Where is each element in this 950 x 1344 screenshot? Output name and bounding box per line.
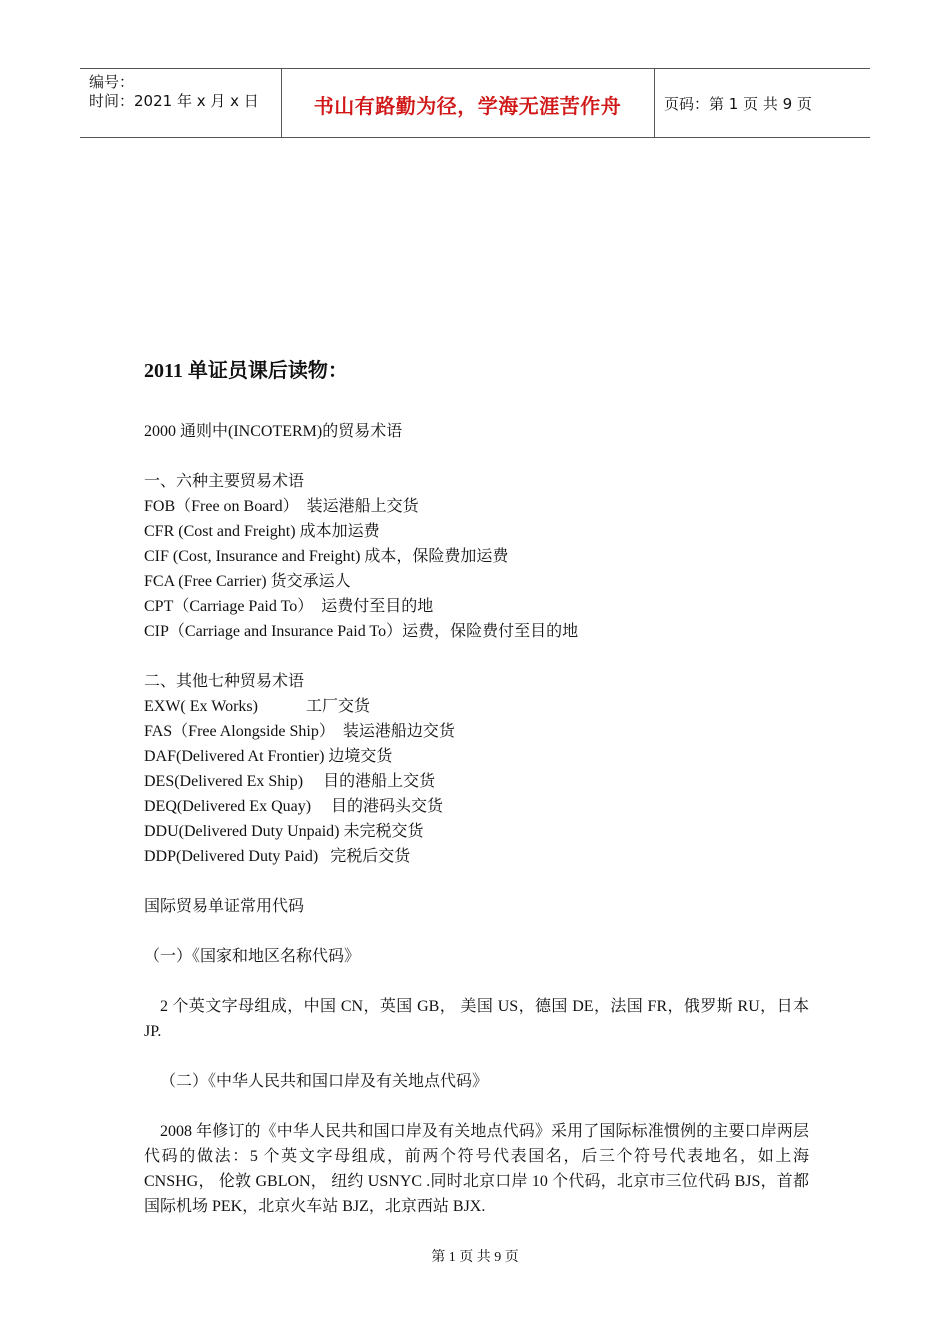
incoterms-subtitle: 2000 通则中(INCOTERM)的贸易术语: [144, 423, 403, 440]
port-codes-heading: （二）《中华人民共和国口岸及有关地点代码》: [160, 1073, 489, 1090]
doc-time-label: 时间：2021 年 x 月 x 日: [89, 92, 259, 110]
header-motto-cell: [281, 69, 655, 137]
term-cif: CIF (Cost, Insurance and Freight) 成本，保险费加运费: [144, 548, 509, 565]
term-deq: DEQ(Delivered Ex Quay) 目的港码头交货: [144, 798, 444, 815]
doc-number-label: 编号：: [89, 73, 135, 91]
header-info-cell: [80, 69, 282, 137]
document-title: 2011 单证员课后读物：: [144, 360, 348, 382]
motto: 书山有路勤为径，学海无涯苦作舟: [313, 94, 622, 118]
term-fob: FOB（Free on Board） 装运港船上交货: [144, 498, 419, 515]
page-footer: 第 1 页 共 9 页: [431, 1250, 519, 1265]
codes-heading: 国际贸易单证常用代码: [144, 898, 305, 915]
term-cfr: CFR (Cost and Freight) 成本加运费: [144, 523, 380, 540]
term-daf: DAF(Delivered At Frontier) 边境交货: [144, 748, 393, 765]
country-codes-heading: （一）《国家和地区名称代码》: [144, 948, 361, 965]
term-cpt: CPT（Carriage Paid To） 运费付至目的地: [144, 598, 434, 615]
term-des: DES(Delivered Ex Ship) 目的港船上交货: [144, 773, 436, 790]
section1-heading: 一、六种主要贸易术语: [144, 473, 305, 490]
term-ddu: DDU(Delivered Duty Unpaid) 未完税交货: [144, 823, 424, 840]
header-table: [80, 68, 870, 138]
page-number-label: 页码：第 1 页 共 9 页: [664, 95, 812, 113]
port-codes-text: 2008 年修订的《中华人民共和国口岸及有关地点代码》采用了国际标准惯例的主要口岸两层代码的做法：5 个英文字母组成，前两个符号代表国名，后三个符号代表地名，如上海 CNSHG， 伦敦 GBLON， 纽约 USNYC .同时北京口岸 10 个代码，北京市三位代码 BJS，首都国际机场 PEK，北京火车站 BJZ，北京西站 BJX.: [144, 1123, 809, 1215]
term-fas: FAS（Free Alongside Ship） 装运港船边交货: [144, 723, 455, 740]
country-codes-text: 2 个英文字母组成，中国 CN，英国 GB， 美国 US，德国 DE，法国 FR，俄罗斯 RU，日本 JP.: [144, 998, 809, 1040]
section2-heading: 二、其他七种贸易术语: [144, 673, 305, 690]
term-cip: CIP（Carriage and Insurance Paid To）运费，保险费付至目的地: [144, 623, 579, 640]
term-fca: FCA (Free Carrier) 货交承运人: [144, 573, 351, 590]
document-body: [144, 356, 809, 1219]
header-page-cell: [655, 69, 870, 137]
term-ddp: DDP(Delivered Duty Paid) 完税后交货: [144, 848, 411, 865]
term-exw: EXW( Ex Works) 工厂交货: [144, 698, 370, 715]
